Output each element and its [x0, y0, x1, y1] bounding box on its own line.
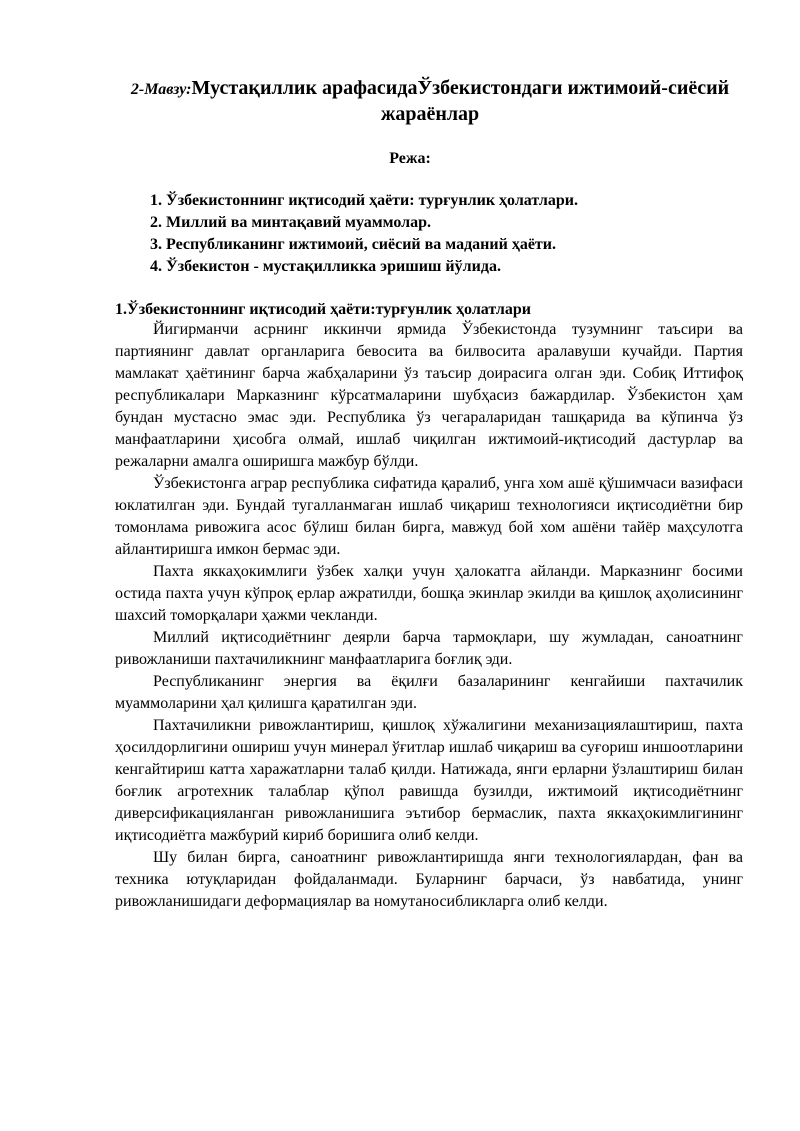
section-heading: 1.Ўзбекистоннинг иқтисодий ҳаёти:турғунлик ҳолатлари: [115, 301, 531, 318]
plan-item-3: 3. Республиканинг ижтимоий, сиёсий ва маданий ҳаёти.: [150, 236, 557, 253]
plan-item-4: 4. Ўзбекистон - мустақилликка эришиш йўлида.: [150, 258, 501, 275]
section-body: [115, 319, 743, 913]
paragraph-6: Пахтачиликни ривожлантириш, қишлоқ хўжалигини механизациялаштириш, пахта ҳосилдорлигини ошириш учун минерал ўғитлар ишлаб чиқариш ва суғориш иншоотларини кенгайтириш катта харажатларни талаб қилди. Натижада, янги ерларни ўзлаштириш билан боғлик агротехник талаблар қўпол равишда бузилди, ижтимоий иқтисодиётнинг диверсификацияланган ривожланишига эътибор бермаслик, пахта яккаҳокимлигининг иқтисодиётга мажбурий кириб боришига олиб келди.: [115, 717, 743, 844]
paragraph-5: Республиканинг энергия ва ёқилғи базаларининг кенгайиши пахтачилик муаммоларини ҳал қилишга қаратилган эди.: [115, 673, 743, 712]
paragraph-3: Пахта яккаҳокимлиги ўзбек халқи учун ҳалокатга айланди. Марказнинг босими остида пахта учун кўпроқ ерлар ажратилди, бошқа экинлар экилди ва қишлоқ аҳолисининг шахсий томорқалари ҳажми чекланди.: [115, 563, 743, 624]
plan-item-2: 2. Миллий ва минтақавий муаммолар.: [150, 214, 431, 231]
plan-heading: Режа:: [389, 150, 431, 167]
lecture-number: 2-Мавзу:: [130, 81, 192, 98]
plan-item-1: 1. Ўзбекистоннинг иқтисодий ҳаёти: турғунлик ҳолатлари.: [150, 192, 578, 209]
lecture-topic: Мустақиллик арафасидаЎзбекистондаги ижтимоий-сиёсий жараёнлар: [191, 77, 730, 125]
plan-list: [150, 190, 578, 278]
paragraph-4: Миллий иқтисодиётнинг деярли барча тармоқлари, шу жумладан, саноатнинг ривожланиши пахтачиликнинг манфаатларига боғлиқ эди.: [115, 629, 743, 668]
paragraph-2: Ўзбекистонга аграр республика сифатида қаралиб, унга хом ашё қўшимчаси вазифаси юклатилган эди. Бундай тугалланмаган ишлаб чиқариш технологияси иқтисодиётни бир томонлама ривожига асос бўлиш билан бирга, мавжуд бой хом ашёни тайёр маҳсулотга айлантиришга имкон бермас эди.: [115, 475, 743, 558]
paragraph-1: Йигирманчи асрнинг иккинчи ярмида Ўзбекистонда тузумнинг таъсири ва партиянинг давлат органларига бевосита ва билвосита аралавуши кучайди. Партия мамлакат ҳаётининг барча жабҳаларини ўз таъсир доирасига олган эди. Собиқ Иттифоқ республикалари Марказнинг кўрсатмаларини шубҳасиз бажардилар. Ўзбекистон ҳам бундан мустасно эмас эди. Республика ўз чегараларидан ташқарида ва кўпинча ўз манфаатларини ҳисобга олмай, ишлаб чиқилган ижтимоий-иқтисодий дастурлар ва режаларни амалга оширишга мажбур бўлди.: [115, 321, 743, 470]
lecture-title: [100, 76, 760, 127]
paragraph-7: Шу билан бирга, саноатнинг ривожлантиришда янги технологиялардан, фан ва техника ютуқларидан фойдаланмади. Буларнинг барчаси, ўз навбатида, унинг ривожланишидаги деформациялар ва номутаносибликларга олиб келди.: [115, 849, 743, 910]
